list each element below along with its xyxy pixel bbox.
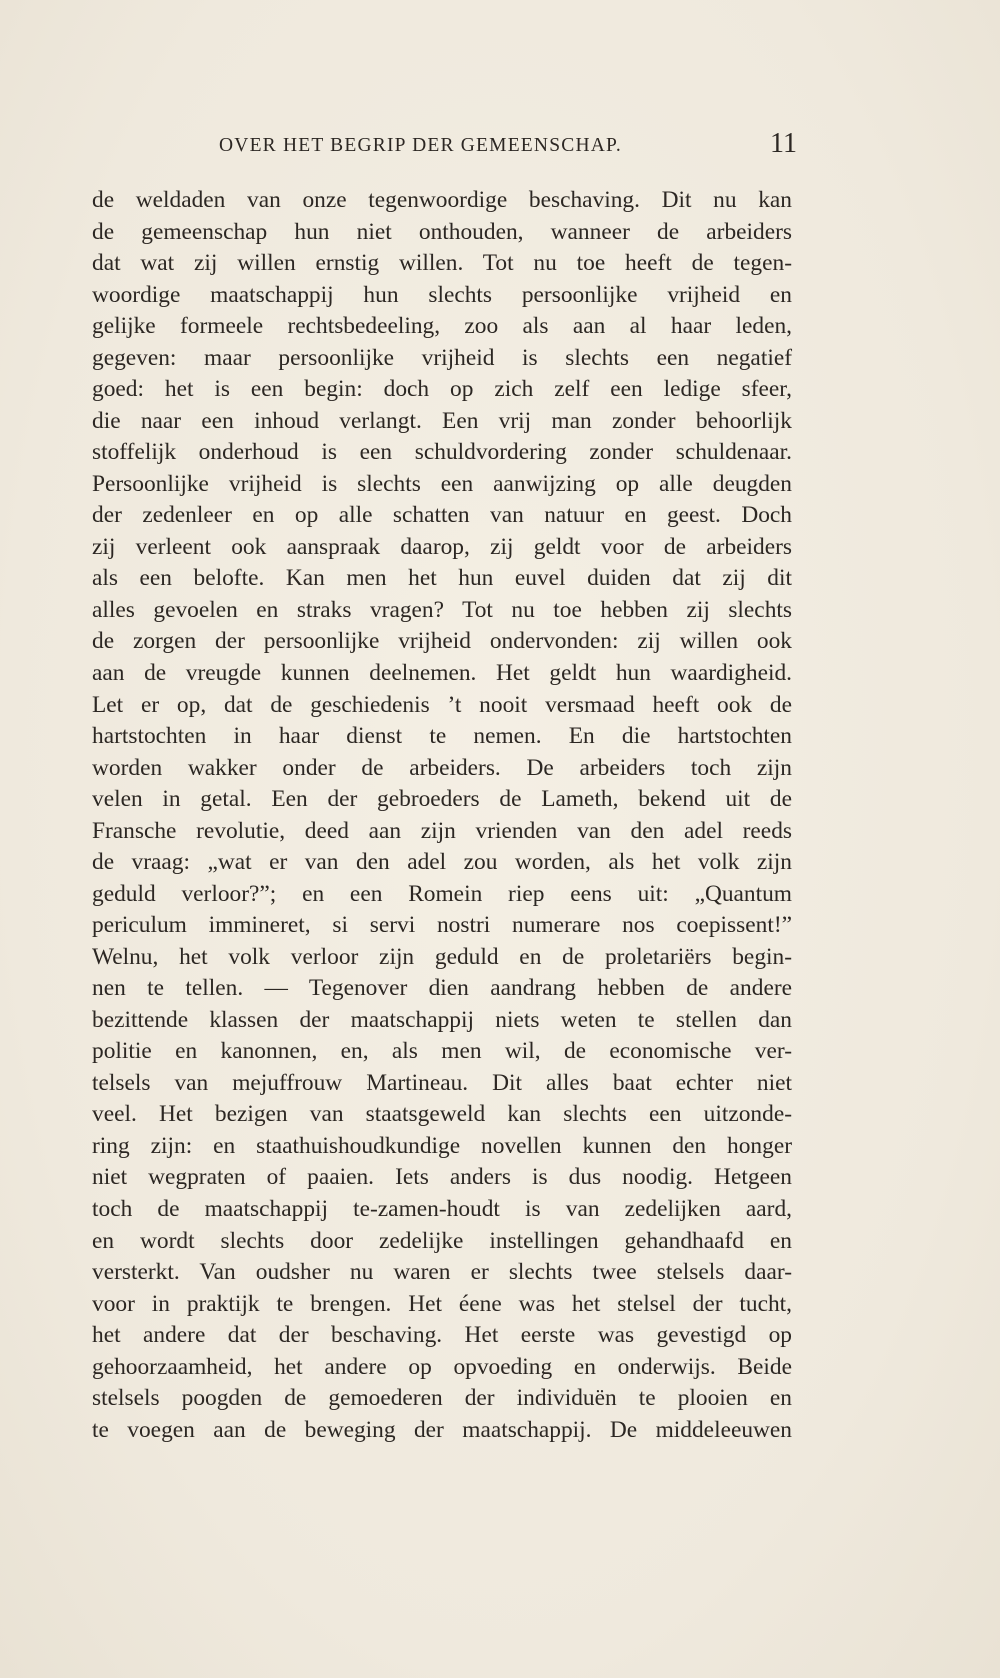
text-line: toch de maatschappij te-zamen-houdt is van zedelijken aard, [92, 1196, 792, 1222]
body-text [92, 185, 792, 1446]
text-line: Fransche revolutie, deed aan zijn vrienden van den adel reeds [92, 817, 792, 844]
text-line: zij verleent ook aanspraak daarop, zij geldt voor de arbeiders [92, 533, 792, 560]
text-line: ring zijn: en staathuishoudkundige novellen kunnen den honger [92, 1132, 792, 1159]
text-line: voor in praktijk te brengen. Het éene was het stelsel der tucht, [92, 1290, 792, 1317]
text-line: telsels van mejuffrouw Martineau. Dit alles baat echter niet [92, 1069, 792, 1096]
text-line: stoffelijk onderhoud is een schuldvordering zonder schuldenaar. [92, 439, 792, 466]
text-line: Welnu, het volk verloor zijn geduld en de proletariërs begin- [92, 943, 792, 970]
text-line: als een belofte. Kan men het hun euvel duiden dat zij dit [92, 565, 792, 592]
text-line: niet wegpraten of paaien. Iets anders is dus noodig. Hetgeen [92, 1164, 792, 1191]
text-line: het andere dat der beschaving. Het eerste was gevestigd op [92, 1322, 792, 1349]
text-line: woordige maatschappij hun slechts persoonlijke vrijheid en [92, 281, 792, 308]
page-number: 11 [770, 128, 797, 159]
text-line: gegeven: maar persoonlijke vrijheid is slechts een negatief [92, 344, 792, 371]
text-line: geduld verloor?”; en een Romein riep eens uit: „Quantum [92, 880, 792, 907]
text-line: hartstochten in haar dienst te nemen. En die hartstochten [92, 723, 792, 750]
text-line: aan de vreugde kunnen deelnemen. Het geldt hun waardigheid. [92, 659, 792, 686]
text-line: veel. Het bezigen van staatsgeweld kan slechts een uitzonde- [92, 1101, 792, 1128]
text-line: nen te tellen. — Tegenover dien aandrang hebben de andere [92, 975, 792, 1002]
text-line: de gemeenschap hun niet onthouden, wanneer de arbeiders [92, 218, 792, 245]
text-line: der zedenleer en op alle schatten van natuur en geest. Doch [92, 502, 792, 529]
text-line: Let er op, dat de geschiedenis ’t nooit versmaad heeft ook de [92, 691, 792, 718]
text-line: gehoorzaamheid, het andere op opvoeding en onderwijs. Beide [92, 1353, 792, 1380]
text-line: politie en kanonnen, en, als men wil, de economische ver- [92, 1038, 792, 1065]
text-line: periculum immineret, si servi nostri numerare nos coepissent!” [92, 912, 792, 939]
text-line: bezittende klassen der maatschappij niets weten te stellen dan [92, 1006, 792, 1033]
text-line: goed: het is een begin: doch op zich zelf een ledige sfeer, [92, 376, 792, 403]
text-line: worden wakker onder de arbeiders. De arbeiders toch zijn [92, 754, 792, 781]
running-head [0, 128, 1000, 164]
text-line: alles gevoelen en straks vragen? Tot nu toe hebben zij slechts [92, 596, 792, 623]
text-line: de zorgen der persoonlijke vrijheid ondervonden: zij willen ook [92, 628, 792, 655]
text-line: velen in getal. Een der gebroeders de Lameth, bekend uit de [92, 786, 792, 813]
text-line: die naar een inhoud verlangt. Een vrij man zonder behoorlijk [92, 407, 792, 434]
text-line: de weldaden van onze tegenwoordige beschaving. Dit nu kan [92, 187, 792, 213]
text-line: de vraag: „wat er van den adel zou worden, als het volk zijn [92, 849, 792, 876]
running-title: OVER HET BEGRIP DER GEMEENSCHAP. [219, 135, 622, 156]
text-line: dat wat zij willen ernstig willen. Tot nu toe heeft de tegen- [92, 250, 792, 277]
text-line: en wordt slechts door zedelijke instellingen gehandhaafd en [92, 1227, 792, 1254]
text-line: gelijke formeele rechtsbedeeling, zoo als aan al haar leden, [92, 313, 792, 340]
text-line: stelsels poogden de gemoederen der individuën te plooien en [92, 1385, 792, 1412]
text-line: versterkt. Van oudsher nu waren er slechts twee stelsels daar- [92, 1259, 792, 1286]
text-line: te voegen aan de beweging der maatschappij. De middeleeuwen [92, 1416, 792, 1443]
text-line: Persoonlijke vrijheid is slechts een aanwijzing op alle deugden [92, 470, 792, 497]
